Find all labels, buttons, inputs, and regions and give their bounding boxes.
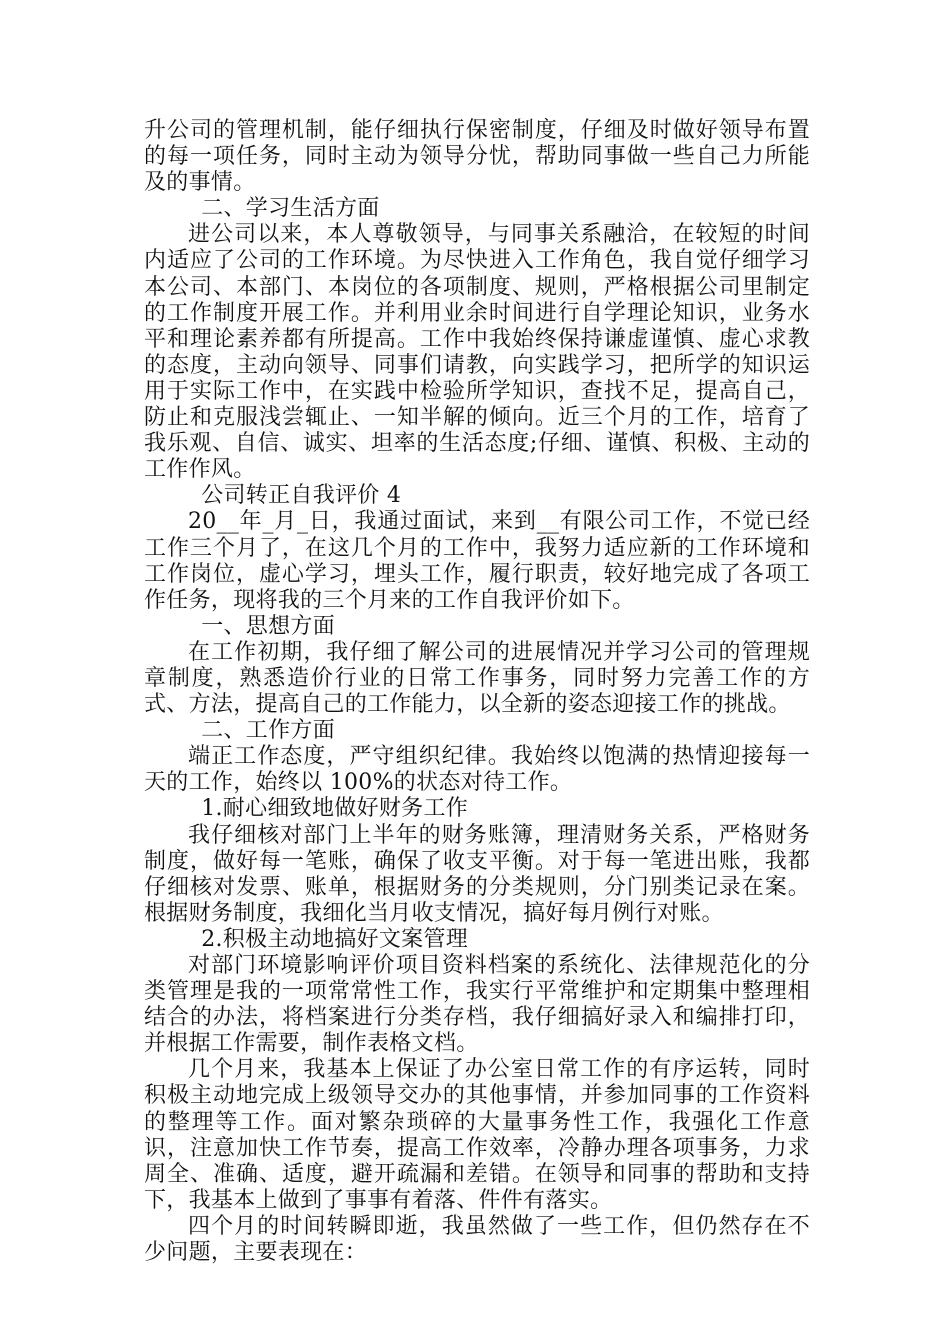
paragraph: 对部门环境影响评价项目资料档案的系统化、法律规范化的分类管理是我的一项常常性工作，我实行平常维护和定期集中整理相结合的办法，将档案进行分类存档，我仔细搞好录入和编排打印，并根据工作需要，制作表格文档。 bbox=[144, 953, 810, 1057]
paragraph: 端正工作态度，严守组织纪律。我始终以饱满的热情迎接每一天的工作，始终以 100%的状态对待工作。 bbox=[144, 744, 810, 796]
paragraph: 我仔细核对部门上半年的财务账簿，理清财务关系，严格财务制度，做好每一笔账，确保了收支平衡。对于每一笔进出账，我都仔细核对发票、账单，根据财务的分类规则，分门别类记录在案。根据财务制度，我细化当月收支情况，搞好每月例行对账。 bbox=[144, 822, 810, 926]
paragraph: 进公司以来，本人尊敬领导，与同事关系融洽，在较短的时间内适应了公司的工作环境。为尽快进入工作角色，我自觉仔细学习本公司、本部门、本岗位的各项制度、规则，严格根据公司里制定的工作制度开展工作。并利用业余时间进行自学理论知识，业务水平和理论素养都有所提高。工作中我始终保持谦虚谨慎、虚心求教的态度，主动向领导、同事们请教，向实践学习，把所学的知识运用于实际工作中，在实践中检验所学知识，查找不足，提高自己，防止和克服浅尝辄止、一知半解的倾向。近三个月的工作，培育了我乐观、自信、诚实、坦率的生活态度;仔细、谨慎、积极、主动的工作作风。 bbox=[144, 222, 810, 483]
paragraph: 四个月的时间转瞬即逝，我虽然做了一些工作，但仍然存在不少问题，主要表现在： bbox=[144, 1213, 810, 1266]
paragraph: 几个月来，我基本上保证了办公室日常工作的有序运转，同时积极主动地完成上级领导交办的其他事情，并参加同事的工作资料的整理等工作。面对繁杂琐碎的大量事务性工作，我强化工作意识，注意加快工作节奏，提高工作效率，冷静办理各项事务，力求周全、准确、适度，避开疏漏和差错。在领导和同事的帮助和支持下，我基本上做到了事事有着落、件件有落实。 bbox=[144, 1057, 810, 1213]
section-heading: 一、思想方面 bbox=[201, 613, 335, 639]
document-body bbox=[144, 118, 810, 1266]
subsection-heading: 1.耐心细致地做好财务工作 bbox=[201, 796, 469, 822]
paragraph: 升公司的管理机制，能仔细执行保密制度，仔细及时做好领导布置的每一项任务，同时主动为领导分忧，帮助同事做一些自己力所能及的事情。 bbox=[144, 118, 810, 196]
section-heading: 公司转正自我评价 4 bbox=[201, 483, 402, 509]
section-heading: 二、工作方面 bbox=[201, 718, 335, 744]
paragraph: 在工作初期，我仔细了解公司的进展情况并学习公司的管理规章制度，熟悉造价行业的日常工作事务，同时努力完善工作的方式、方法，提高自己的工作能力，以全新的姿态迎接工作的挑战。 bbox=[144, 639, 810, 718]
paragraph: 20__年_月_日，我通过面试，来到__有限公司工作，不觉已经工作三个月了，在这几个月的工作中，我努力适应新的工作环境和工作岗位，虚心学习，埋头工作，履行职责，较好地完成了各项工作任务，现将我的三个月来的工作自我评价如下。 bbox=[144, 509, 810, 613]
section-heading: 二、学习生活方面 bbox=[201, 196, 380, 222]
subsection-heading: 2.积极主动地搞好文案管理 bbox=[201, 926, 469, 952]
